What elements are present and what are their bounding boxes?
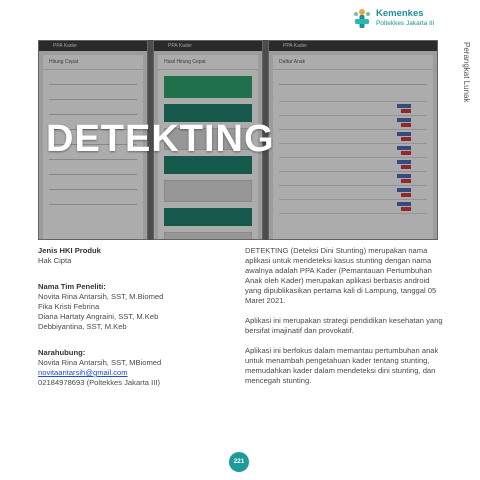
app-bar: PPA Kader	[269, 41, 437, 51]
brand-title: Kemenkes	[376, 8, 424, 19]
product-description	[245, 246, 445, 386]
screen-title: Hitung Cepat	[43, 55, 143, 70]
narahubung-phone: 02184978693 (Poltekkes Jakarta III)	[38, 378, 160, 387]
researcher-name: Debbiyantina, SST, M.Keb	[38, 322, 127, 331]
tim-peneliti-label: Nama Tim Peneliti:	[38, 282, 106, 291]
hero-image	[38, 40, 438, 240]
narahubung-name: Novita Rina Antarsih, SST, MBiomed	[38, 358, 162, 367]
app-bar: PPA Kader	[154, 41, 262, 51]
description-paragraph: DETEKTING (Deteksi Dini Stunting) merupakan nama aplikasi untuk mendeteksi kasus stunting dengan nama awalnya adalah PPA Kader (Pemantauan Pertumbuhan Anak oleh Kader) merupakan aplikasi berbasis android yang dipublikasikan pertama kali di Lampung, tanggal 05 Maret 2021.	[245, 246, 437, 305]
kemenkes-logo	[352, 8, 472, 32]
researcher-name: Novita Rina Antarsih, SST, M.Biomed	[38, 292, 164, 301]
brand-subtitle: Poltekkes Jakarta III	[376, 20, 435, 27]
jenis-hki-label: Jenis HKI Produk	[38, 246, 101, 255]
page-number: 221	[229, 452, 249, 472]
description-paragraph: Aplikasi ini berfokus dalam memantau pertumbuhan anak untuk menambah pengetahuan kader tentang stunting, memudahkan kader dalam mendeteksi dini stunting, dan mencegah stunting.	[245, 346, 439, 385]
app-bar: PPA Kader	[39, 41, 147, 51]
narahubung-email-link[interactable]: novitaantarsih@gmail.com	[38, 368, 128, 377]
screen-title: Hasil Hitung Cepat	[158, 55, 258, 70]
description-paragraph: Aplikasi ini merupakan strategi pendidikan kesehatan yang bersifat imajinatif dan provokatif.	[245, 316, 443, 335]
jenis-hki-value: Hak Cipta	[38, 256, 72, 265]
narahubung-label: Narahubung:	[38, 348, 86, 357]
researcher-name: Fika Kristi Febrina	[38, 302, 100, 311]
product-info	[38, 246, 228, 388]
section-side-label: Perangkat Lunak	[462, 42, 471, 103]
product-title: DETEKTING	[46, 118, 275, 160]
researcher-name: Diana Hartaty Angraini, SST, M.Keb	[38, 312, 159, 321]
kemenkes-logo-icon	[352, 8, 372, 30]
screen-title: Daftar Anak	[273, 55, 433, 70]
